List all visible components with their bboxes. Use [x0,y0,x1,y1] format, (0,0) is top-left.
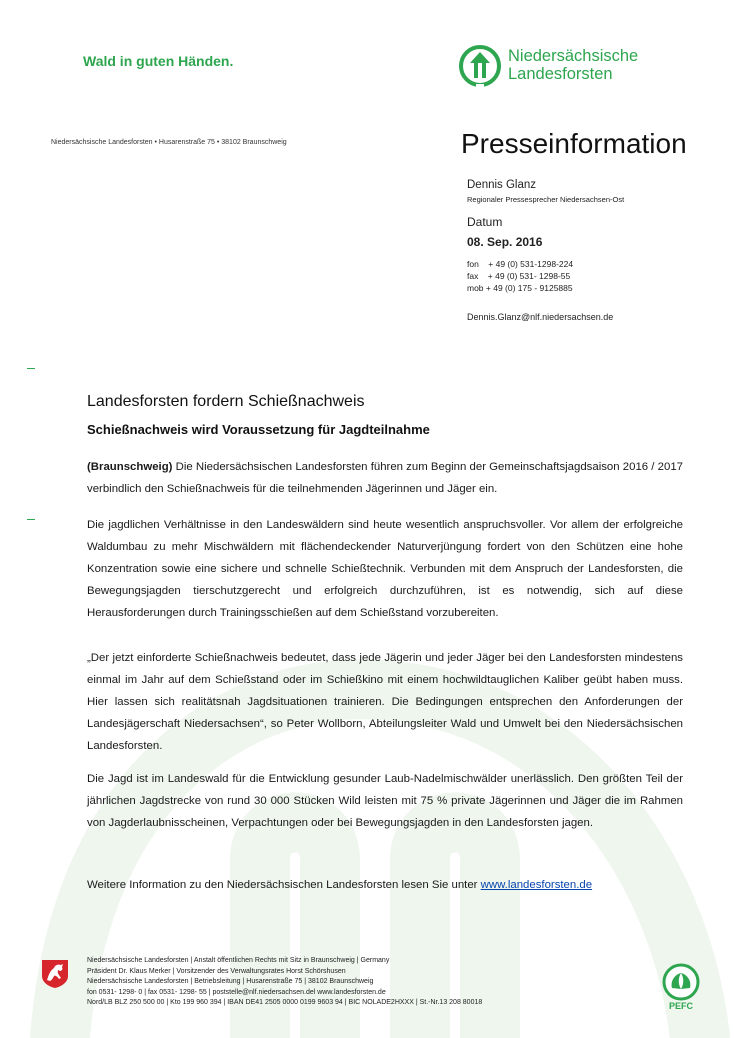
footer-line-1: Niedersächsische Landesforsten | Anstalt öffentlichen Rechts mit Sitz in Braunschweig | Germany [87,957,390,964]
phone-fon: fon + 49 (0) 531-1298-224 [467,259,574,269]
contact-role: Regionaler Pressesprecher Niedersachsen-Ost [467,195,625,204]
contact-block [467,178,717,322]
website-link[interactable]: www.landesforsten.de [480,879,593,891]
pefc-label: PEFC [668,1001,694,1011]
footer-line-3: Niedersächsische Landesforsten | Betriebsleitung | Husarenstraße 75 | 38102 Braunschweig [87,978,374,986]
dateline: (Braunschweig) [87,461,173,473]
phone-mobile: mob + 49 (0) 175 - 9125885 [467,283,573,293]
paragraph-3-quote: „Der jetzt einforderte Schießnachweis bedeutet, dass jede Jägerin und jeder Jäger bei den Landesforsten mindestens einmal im Jahr auf dem Schießstand oder im Schießkino mit einem hochwildtauglichen Kaliber geübt haben muss. Hier lassen sich realitätsnah Jagdsituationen trainieren. Die Bedingungen entsprechen den Anforderungen der Landesjägerschaft Niedersachsen“, so Peter Wollborn, Abteilungsleiter Wald und Umwelt bei den Niedersächsischen Landesforsten. [87,652,683,752]
nlf-tree-logo-icon [458,44,502,88]
footer-line-2: Präsident Dr. Klaus Merker | Vorsitzender des Verwaltungsrates Horst Schörshusen [87,967,346,975]
more-info-text: Weitere Information zu den Niedersächsischen Landesforsten lesen Sie unter [87,879,481,891]
paragraph-4: Die Jagd ist im Landeswald für die Entwicklung gesunder Laub-Nadelmischwälder unerlässlich. Den größten Teil der jährlichen Jagdstrecke von rund 30 000 Stücken Wild leisten mit 75 % private Jägerinnen und Jäger die im Rahmen von Jagderlaubnisscheinen, Verpachtungen oder bei Bewegungsjagden in den Landesforsten jagen. [87,773,683,829]
date-label: Datum [467,215,503,229]
date-value: 08. Sep. 2016 [467,235,543,249]
article-subheadline: Schießnachweis wird Voraussetzung für Jagdteilnahme [87,422,430,437]
brand-logo [458,44,698,90]
paragraph-intro [87,456,683,500]
document-type-title: Presseinformation [461,128,687,159]
sender-address-line: Niedersächsische Landesforsten • Husarenstraße 75 • 38102 Braunschweig [51,139,287,146]
logo-line-1: Niedersächsische [508,47,639,65]
fold-mark-middle [27,519,35,520]
paragraph-2: Die jagdlichen Verhältnisse in den Landeswäldern sind heute wesentlich anspruchsvoller. Vor allem der erfolgreiche Waldumbau zu mehr Mischwäldern mit flächendeckender Naturverjüngung fordert von den Schützen eine hohe Konzentration sowie eine sichere und schnelle Schießtechnik. Verbunden mit dem Anspruch der Landesforsten, die Bewegungsjagden tierschutzgerecht und erfolgreich durchzuführen, ist es notwendig, sich auf diese Herausforderungen durch Trainingsschießen auf dem Schießstand vorzubereiten. [87,519,683,619]
phone-numbers [467,258,717,294]
phone-fax: fax + 49 (0) 531- 1298-55 [467,271,571,281]
lower-saxony-horse-icon [40,958,70,988]
fold-mark-top [27,368,35,369]
paragraph-more-info [87,874,683,896]
logo-line-2: Landesforsten [508,65,613,83]
contact-name: Dennis Glanz [467,179,537,191]
slogan: Wald in guten Händen. [83,53,234,69]
pefc-logo-icon [656,962,706,1014]
footer-imprint [87,956,482,1009]
contact-email: Dennis.Glanz@nlf.niedersachsen.de [467,312,614,322]
article-headline: Landesforsten fordern Schießnachweis [87,393,365,410]
footer-line-5: Nord/LB BLZ 250 500 00 | Kto 199 960 394 | IBAN DE41 2505 0000 0199 9603 94 | BIC NOLADE2HXXX | St.-Nr.13 208 80018 [87,999,483,1007]
footer-line-4: fon 0531- 1298- 0 | fax 0531- 1298- 55 | poststelle@nlf.niedersachsen.del www.landesforsten.de [87,988,386,996]
paragraph-intro-text: Die Niedersächsischen Landesforsten führen zum Beginn der Gemeinschaftsjagdsaison 2016 / 2017 verbindlich den Schießnachweis für die teilnehmenden Jägerinnen und Jäger ein. [87,461,683,495]
